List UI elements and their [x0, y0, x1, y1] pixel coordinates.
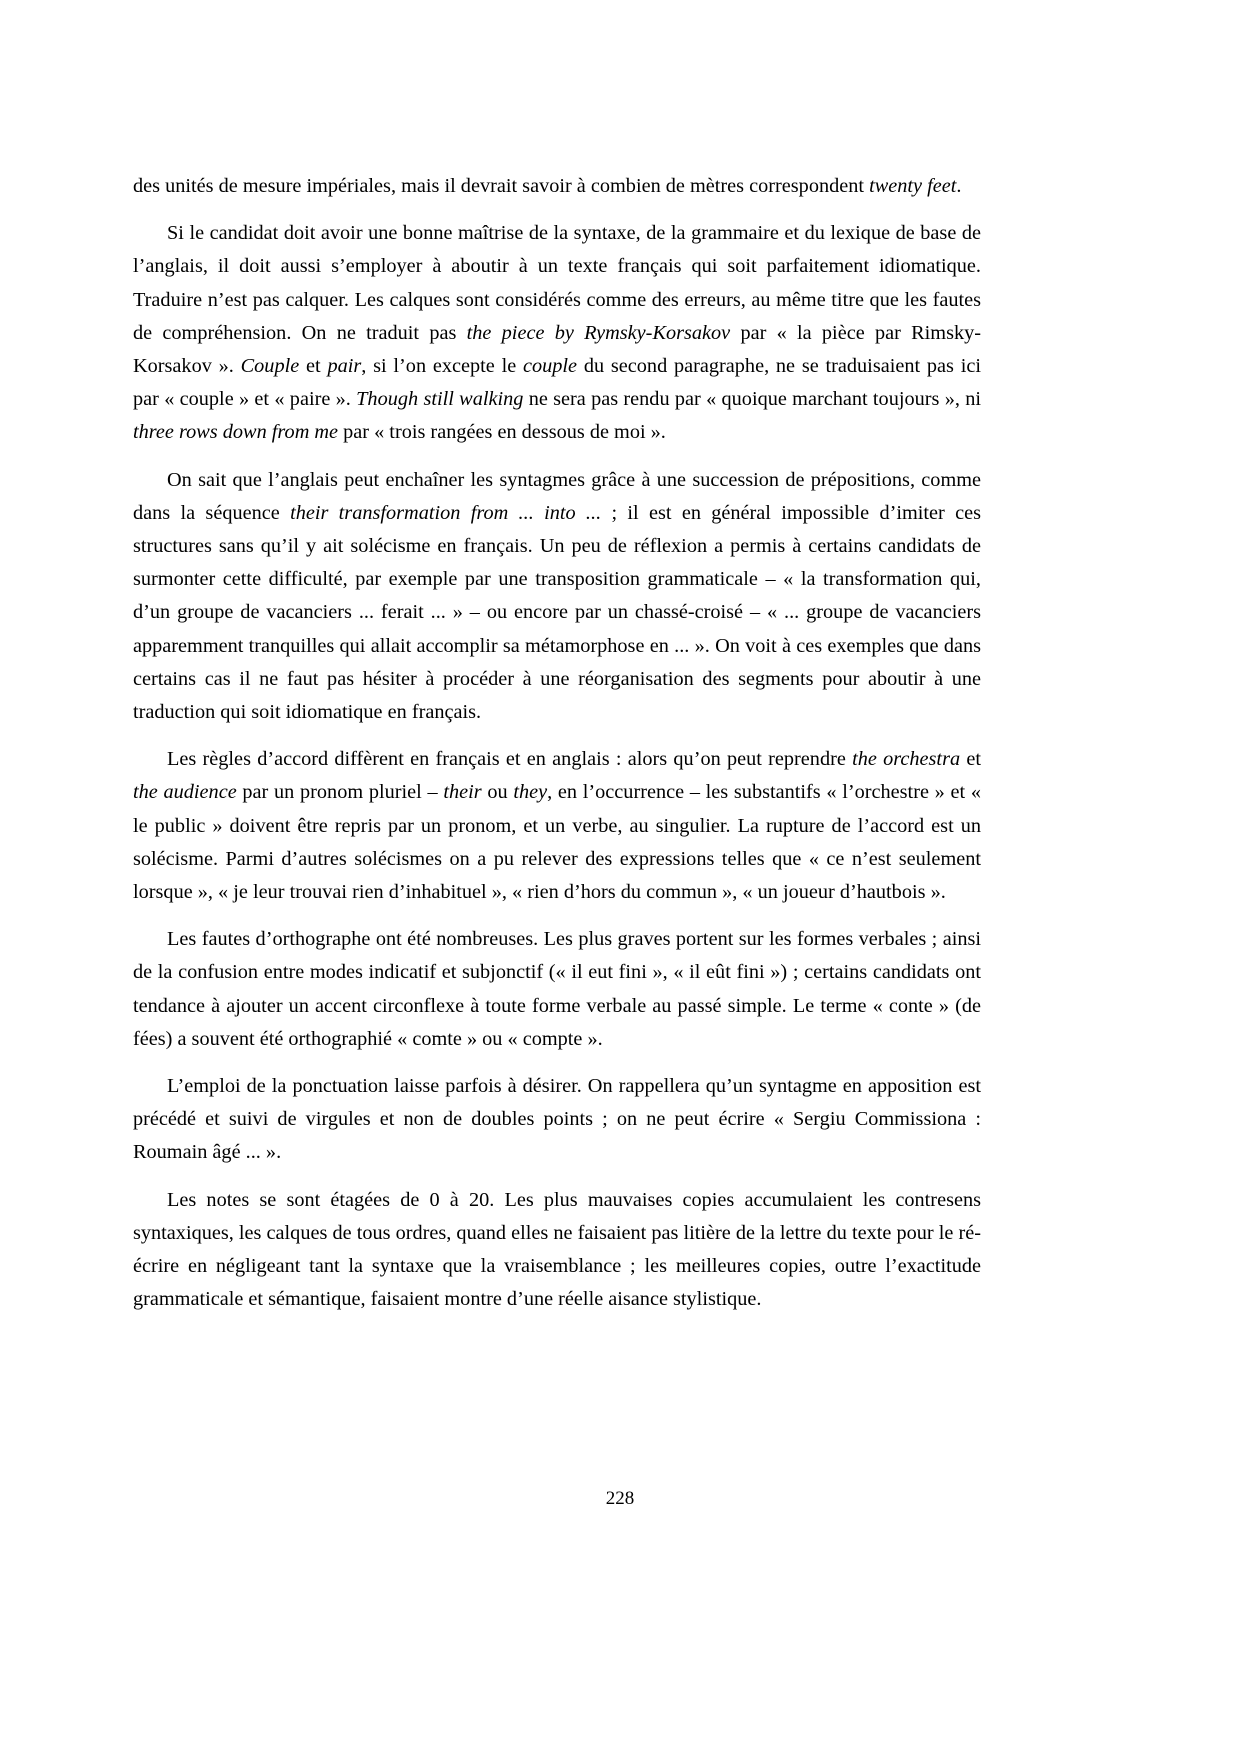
text-run: Les règles d’accord diffèrent en français et en anglais : alors qu’on peut reprendre — [167, 748, 853, 771]
text-run: et — [299, 355, 328, 378]
page-number: 228 — [605, 1488, 635, 1509]
text-run: par « la pièce par Rimsky-Korsakov ». — [133, 321, 981, 378]
italic-run: the orchestra — [852, 748, 961, 771]
italic-run: twenty feet — [869, 175, 957, 197]
paragraph — [133, 170, 981, 203]
paragraph — [133, 217, 981, 449]
text-run: ; il est en général impossible d’imiter ces structures sans qu’il y ait solécisme en français. Un peu de réflexion a permis à certains candidats de surmonter cette difficulté, par exemple par une transposition grammaticale – « la transformation qui, d’un groupe de vacanciers ... ferait ... » – ou encore par un chassé-croisé – « ... groupe de vacanciers apparemment tranquilles qui allait accomplir sa métamorphose en ... ». On voit à ces exemples que dans certains cas il ne faut pas hésiter à procéder à une réorganisation des segments pour aboutir à une traduction qui soit idiomatique en français. — [133, 501, 981, 724]
text-run: Si le candidat doit avoir une bonne maîtrise de la syntaxe, de la grammaire et du lexique de base de l’anglais, il doit aussi s’employer à aboutir à un texte français qui soit parfaitement idiomatique. Traduire n’est pas calquer. Les calques sont considérés comme des erreurs, au même titre que les fautes de compréhension. On ne traduit pas — [133, 222, 981, 344]
italic-run: Couple — [240, 355, 300, 378]
text-run: ou — [481, 781, 514, 804]
paragraph — [133, 743, 981, 909]
italic-run: their transformation from ... into ... — [290, 501, 602, 524]
italic-run: couple — [522, 355, 578, 378]
italic-run: Though still walking — [356, 388, 524, 411]
italic-run: pair — [327, 355, 362, 378]
italic-run: three rows down from me — [133, 421, 339, 444]
paragraph — [133, 464, 981, 730]
text-run: par « trois rangées en dessous de moi ». — [338, 421, 666, 444]
paragraph — [133, 923, 981, 1056]
text-run: . — [956, 175, 962, 197]
italic-run: the audience — [133, 781, 237, 804]
body-text-column — [133, 170, 981, 1317]
paragraph — [133, 1070, 981, 1170]
text-run: du second paragraphe, ne se traduisaient pas ici par « couple » et « paire ». — [133, 355, 981, 411]
text-run: , en l’occurrence – les substantifs « l’orchestre » et « le public » doivent être repris par un pronom, et un verbe, au singulier. La rupture de l’accord est un solécisme. Parmi d’autres solécismes on a pu relever des expressions telles que « ce n’est seulement lorsque », « je leur trouvai rien d’inhabituel », « rien d’hors du commun », « un joueur d’hautbois ». — [133, 781, 981, 904]
italic-run: they — [513, 781, 548, 804]
text-run: L’emploi de la ponctuation laisse parfois à désirer. On rappellera qu’un syntagme en apposition est précédé et suivi de virgules et non de doubles points ; on ne peut écrire « Sergiu Commissiona : Roumain âgé ... ». — [133, 1075, 981, 1164]
italic-run: the piece by Rymsky-Korsakov — [466, 321, 731, 344]
text-run: On sait que l’anglais peut enchaîner les syntagmes grâce à une succession de prépositions, comme dans la séquence — [133, 468, 981, 524]
text-run: et — [960, 748, 981, 771]
italic-run: their — [443, 781, 482, 804]
text-run: ne sera pas rendu par « quoique marchant toujours », ni — [523, 388, 981, 411]
text-run: des unités de mesure impériales, mais il devrait savoir à combien de mètres correspondent — [133, 175, 870, 197]
paragraph — [133, 1184, 981, 1317]
text-run: , si l’on excepte le — [361, 355, 523, 378]
text-run: Les notes se sont étagées de 0 à 20. Les plus mauvaises copies accumulaient les contresens syntaxiques, les calques de tous ordres, quand elles ne faisaient pas litière de la lettre du texte pour le ré-écrire en négligeant tant la syntaxe que la vraisemblance ; les meilleures copies, outre l’exactitude grammaticale et sémantique, faisaient montre d’une réelle aisance stylistique. — [133, 1188, 981, 1311]
text-run: Les fautes d’orthographe ont été nombreuses. Les plus graves portent sur les formes verbales ; ainsi de la confusion entre modes indicatif et subjonctif (« il eut fini », « il eût fini ») ; certains candidats ont tendance à ajouter un accent circonflexe à toute forme verbale au passé simple. Le terme « conte » (de fées) a souvent été orthographié « comte » ou « compte ». — [133, 928, 981, 1050]
text-run: par un pronom pluriel – — [236, 781, 444, 804]
